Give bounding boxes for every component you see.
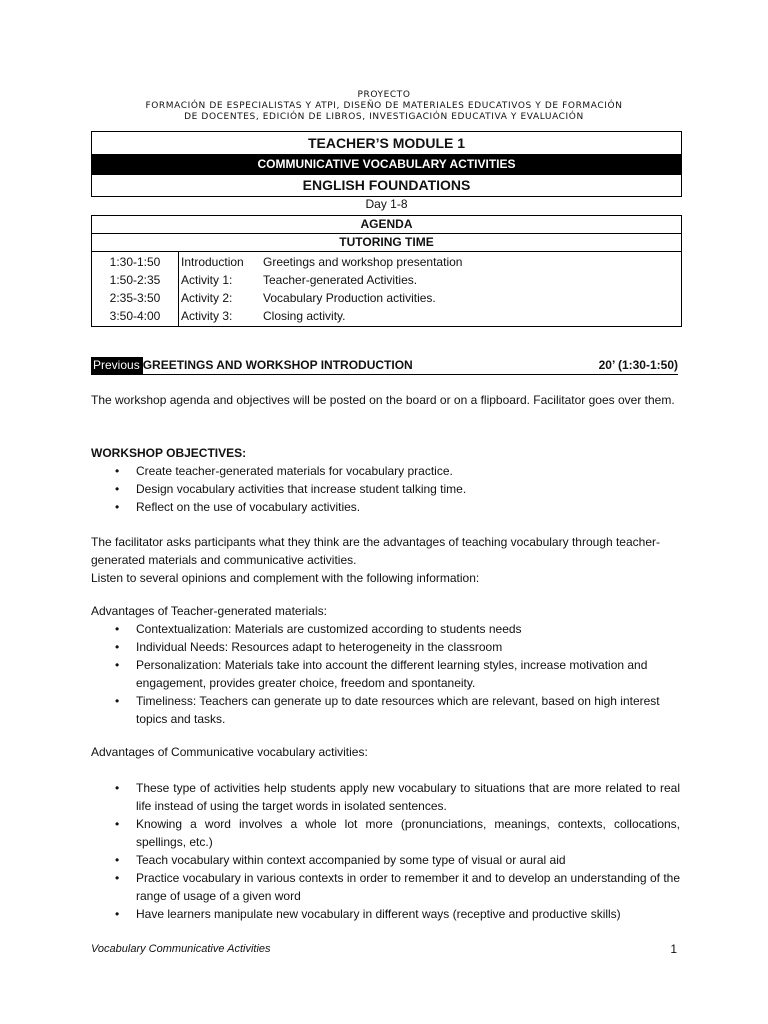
teacher-generated-block <box>91 602 680 728</box>
footer-title: Vocabulary Communicative Activities <box>91 943 271 955</box>
course-title: ENGLISH FOUNDATIONS <box>302 177 471 193</box>
agenda-description: Vocabulary Production activities. <box>263 291 436 305</box>
intro-paragraph <box>91 391 680 409</box>
agenda-table <box>91 215 682 327</box>
day-range: Day 1-8 <box>365 197 408 211</box>
agenda-time: 3:50-4:00 <box>109 309 161 323</box>
facilitator-instruction: Listen to several opinions and complement with the following information: <box>91 571 480 585</box>
advantage-item: • Personalization: Materials take into account the different learning styles, increase motivation and engagement, provides greater choice, freedom and spontaneity. <box>91 656 680 692</box>
agenda-description: Teacher-generated Activities. <box>263 273 418 287</box>
agenda-activity: Activity 1: <box>181 273 233 287</box>
agenda-row <box>179 307 681 325</box>
agenda-activity: Activity 3: <box>181 309 233 323</box>
section-heading <box>91 357 678 375</box>
project-line-2: FORMACIÓN DE ESPECIALISTAS Y ATPI, DISEÑO DE MATERIALES EDUCATIVOS Y DE FORMACIÓN <box>145 101 623 111</box>
page-number: 1 <box>670 942 677 956</box>
agenda-description: Closing activity. <box>263 309 346 323</box>
advantage-item: • Practice vocabulary in various contexts in order to remember it and to develop an understanding of the range of usage of a given word <box>91 869 680 905</box>
section-time: 20’ (1:30-1:50) <box>598 358 678 372</box>
agenda-row <box>179 253 681 271</box>
agenda-time: 1:30-1:50 <box>109 255 161 269</box>
teacher-generated-list <box>91 620 680 728</box>
advantage-item: • Knowing a word involves a whole lot more (pronunciations, meanings, contexts, collocations, spellings, etc.) <box>91 815 680 851</box>
communicative-heading: Advantages of Communicative vocabulary activities: <box>91 745 368 759</box>
agenda-subtitle: TUTORING TIME <box>92 234 681 252</box>
module-title-box <box>91 131 682 197</box>
agenda-activity: Activity 2: <box>181 291 233 305</box>
intro-text: The workshop agenda and objectives will be posted on the board or on a flipboard. Facilitator goes over them. <box>91 393 675 407</box>
objective-item: • Reflect on the use of vocabulary activities. <box>91 498 680 516</box>
project-line-1: PROYECTO <box>357 90 411 100</box>
module-title: TEACHER’S MODULE 1 <box>92 132 681 155</box>
advantage-item: • Have learners manipulate new vocabulary in different ways (receptive and productive skills) <box>91 905 680 923</box>
agenda-time: 1:50-2:35 <box>109 273 161 287</box>
communicative-block <box>91 743 680 923</box>
agenda-title: AGENDA <box>92 216 681 234</box>
agenda-row <box>179 289 681 307</box>
agenda-row <box>179 271 681 289</box>
objectives-list <box>91 462 680 516</box>
objective-item: • Create teacher-generated materials for vocabulary practice. <box>91 462 680 480</box>
advantage-item: • Contextualization: Materials are customized according to students needs <box>91 620 680 638</box>
agenda-time: 2:35-3:50 <box>109 291 161 305</box>
objective-item: • Design vocabulary activities that increase student talking time. <box>91 480 680 498</box>
section-tag: Previous <box>91 357 143 374</box>
communicative-list <box>91 779 680 923</box>
objectives-heading: WORKSHOP OBJECTIVES: <box>91 446 247 460</box>
advantage-item: • These type of activities help students apply new vocabulary to situations that are more related to real life instead of using the target words in isolated sentences. <box>91 779 680 815</box>
agenda-description: Greetings and workshop presentation <box>263 255 463 269</box>
advantage-item: • Timeliness: Teachers can generate up to date resources which are relevant, based on high interest topics and tasks. <box>91 692 680 728</box>
facilitator-text: The facilitator asks participants what they think are the advantages of teaching vocabulary through teacher-generated materials and communicative activities. <box>91 535 660 567</box>
agenda-activities-column <box>179 252 681 326</box>
module-subtitle: COMMUNICATIVE VOCABULARY ACTIVITIES <box>92 155 681 175</box>
project-line-3: DE DOCENTES, EDICIÓN DE LIBROS, INVESTIGACIÓN EDUCATIVA Y EVALUACIÓN <box>184 112 584 122</box>
advantage-item: • Teach vocabulary within context accompanied by some type of visual or aural aid <box>91 851 680 869</box>
advantage-item: • Individual Needs: Resources adapt to heterogeneity in the classroom <box>91 638 680 656</box>
agenda-activity: Introduction <box>181 255 244 269</box>
teacher-generated-heading: Advantages of Teacher-generated materials: <box>91 604 327 618</box>
project-header <box>0 90 768 123</box>
facilitator-block <box>91 533 680 587</box>
objectives-block <box>91 444 680 516</box>
agenda-times-column <box>92 252 179 326</box>
section-title: GREETINGS AND WORKSHOP INTRODUCTION <box>142 358 413 372</box>
